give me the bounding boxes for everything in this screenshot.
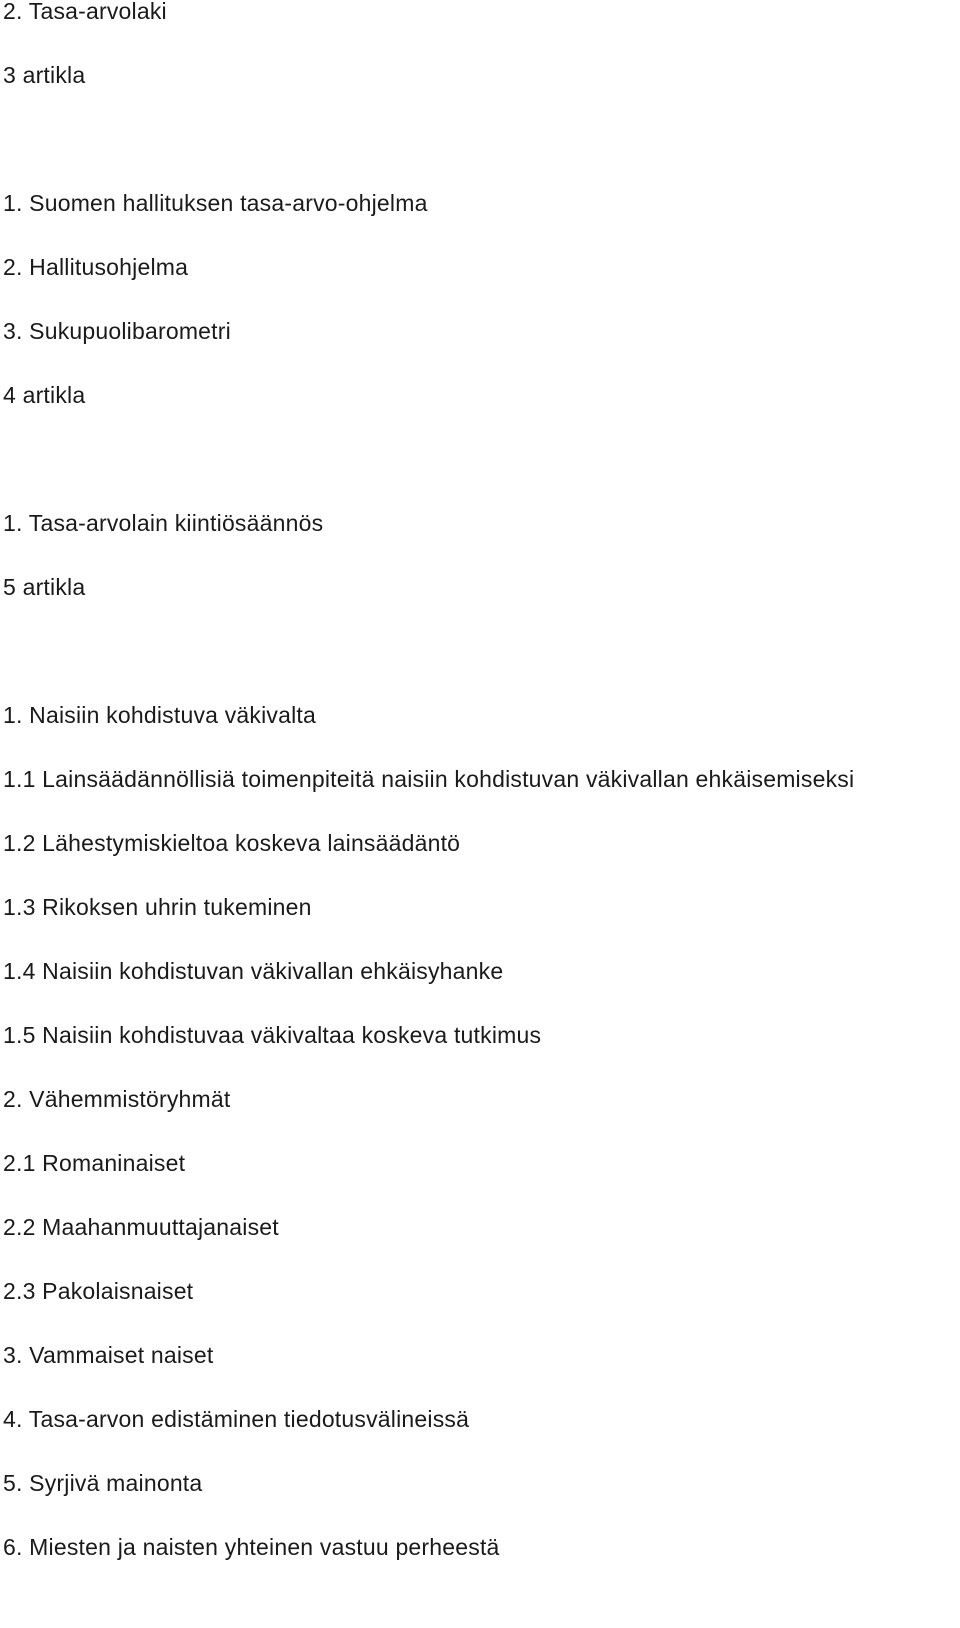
list-item: 1.2 Lähestymiskieltoa koskeva lainsäädäntö [3, 830, 461, 856]
heading-3-artikla: 3 artikla [3, 62, 86, 88]
list-item: 2.2 Maahanmuuttajanaiset [3, 1214, 279, 1240]
list-item: 2.3 Pakolaisnaiset [3, 1278, 194, 1304]
list-item: 1. Tasa-arvolain kiintiösäännös [3, 510, 324, 536]
list-item: 2. Hallitusohjelma [3, 254, 189, 280]
list-item: 6. Miesten ja naisten yhteinen vastuu perheestä [3, 1534, 500, 1560]
list-item: 1.1 Lainsäädännöllisiä toimenpiteitä naisiin kohdistuvan väkivallan ehkäisemiseksi [3, 766, 855, 792]
list-item: 3. Vammaiset naiset [3, 1342, 214, 1368]
list-item: 1.3 Rikoksen uhrin tukeminen [3, 894, 312, 920]
list-item: 1.4 Naisiin kohdistuvan väkivallan ehkäisyhanke [3, 958, 504, 984]
list-item: 5. Syrjivä mainonta [3, 1470, 203, 1496]
list-item: 2. Vähemmistöryhmät [3, 1086, 231, 1112]
list-item: 1. Naisiin kohdistuva väkivalta [3, 702, 317, 728]
heading-4-artikla: 4 artikla [3, 382, 86, 408]
list-item: 2.1 Romaninaiset [3, 1150, 186, 1176]
list-item: 4. Tasa-arvon edistäminen tiedotusvälineissä [3, 1406, 470, 1432]
heading-5-artikla: 5 artikla [3, 574, 86, 600]
list-item: 3. Sukupuolibarometri [3, 318, 231, 344]
list-item: 1.5 Naisiin kohdistuvaa väkivaltaa koskeva tutkimus [3, 1022, 542, 1048]
heading-tasa-arvolaki: 2. Tasa-arvolaki [3, 0, 167, 24]
list-item: 1. Suomen hallituksen tasa-arvo-ohjelma [3, 190, 428, 216]
